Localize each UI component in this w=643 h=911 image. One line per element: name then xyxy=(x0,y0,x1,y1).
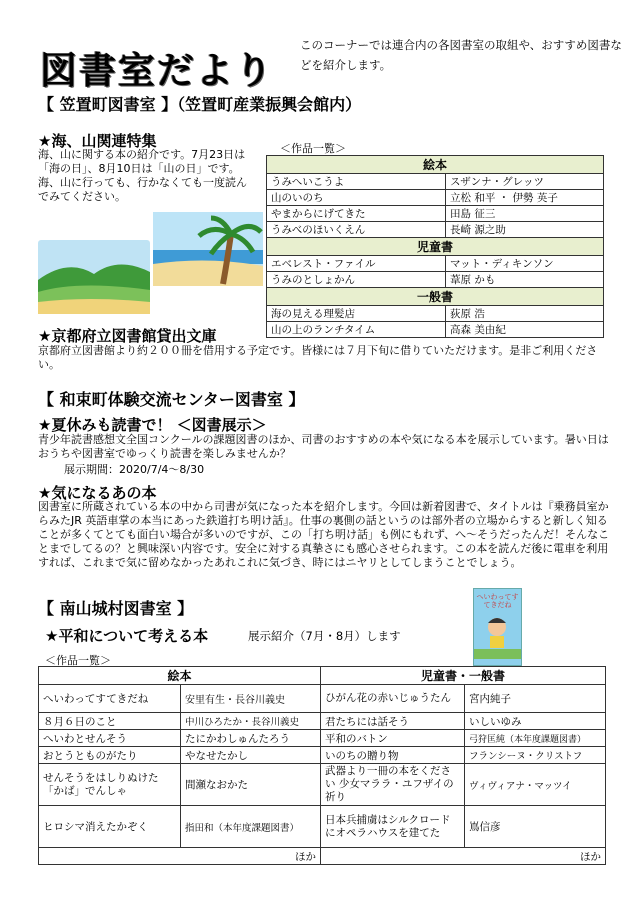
book-title: うみへいこうよ xyxy=(267,174,446,190)
book-cover-title: へいわってすてきだね xyxy=(476,593,519,609)
book-title: 山の上のランチタイム xyxy=(267,322,446,338)
table-row xyxy=(267,322,604,338)
book-title: ヒロシマ消えたかぞく xyxy=(39,806,181,848)
book-title: いのちの贈り物 xyxy=(321,747,465,764)
intro-text: このコーナーでは連合内の各図書室の取組や、おすすめ図書などを紹介します。 xyxy=(300,38,622,72)
table-row xyxy=(267,206,604,222)
table-row xyxy=(39,806,606,848)
page-title: 図書室だより xyxy=(40,49,274,92)
book-author: やなせたかし xyxy=(181,747,321,764)
loan-text: 京都府立図書館より約２００冊を借用する予定です。皆様には７月下旬に借りていただけます。是非ご利用ください。 xyxy=(38,344,598,371)
table-row xyxy=(267,190,604,206)
book-author: 弓狩匡純（本年度課題図書） xyxy=(465,730,606,747)
book-author: マット・ディキンソン xyxy=(446,256,604,272)
book-title: へいわとせんそう xyxy=(39,730,181,747)
minami-list-caption: ＜作品一覧＞ xyxy=(45,654,111,667)
table-row xyxy=(267,306,604,322)
book-text: 図書室に所蔵されている本の中から司書が気になった本を紹介します。今回は新着図書で、タイトルは『乗務員室からみたJR 英語車掌の本当にあった鉄道打ち明け話』。仕事の裏側の話というのは部外者の立場からすると新しく知ることが多くてとても面白い場合が多いのですが、この「打ち明け話」も例にもれず、へ～そうだったんだ！そんなことまでしてるの？と興味深い内容です。安全に対する真摯さにも感心させられます。この本を読んだ後に電車を利用すれば、これまで気に留めなかったあれこれに気づき、時にはニヤリとしてしまうことでしょう。 xyxy=(38,500,610,569)
minami-feature-title: ★平和について考える本 xyxy=(45,627,209,645)
category-ehon: 絵本 xyxy=(267,156,604,174)
table-row xyxy=(39,747,606,764)
book-title: 日本兵捕虜はシルクロードにオペラハウスを建てた xyxy=(321,806,465,848)
col-header-ehon: 絵本 xyxy=(39,667,321,685)
book-title: 平和のバトン xyxy=(321,730,465,747)
book-author: 田島 征三 xyxy=(446,206,604,222)
etc-left: ほか xyxy=(39,848,321,865)
book-author: 指田和（本年度課題図書） xyxy=(181,806,321,848)
table-row xyxy=(267,174,604,190)
book-author: たにかわしゅんたろう xyxy=(181,730,321,747)
book-title: 君たちには話そう xyxy=(321,713,465,730)
book-cover-image xyxy=(473,588,522,666)
table-row xyxy=(39,713,606,730)
book-title: おとうとものがたり xyxy=(39,747,181,764)
book-title: うみのとしょかん xyxy=(267,272,446,288)
table-row xyxy=(267,222,604,238)
col-header-jidosho: 児童書・一般書 xyxy=(321,667,606,685)
summer-title: ★夏休みも読書で！ ＜図書展示＞ xyxy=(38,416,267,434)
minami-feature-sub: 展示紹介（7月・8月）します xyxy=(248,629,401,643)
beach-illustration xyxy=(153,212,263,286)
mountain-illustration xyxy=(38,240,150,314)
kasagi-feature-text: 海、山に関する本の紹介です。7月23日は「海の日」、8月10日は「山の日」です。海、山に行っても、行かなくても一度読んでみてください。 xyxy=(38,148,247,203)
book-title: エベレスト・ファイル xyxy=(267,256,446,272)
book-title: 海の見える理髪店 xyxy=(267,306,446,322)
book-author: 高森 美由紀 xyxy=(446,322,604,338)
book-author: 荻原 浩 xyxy=(446,306,604,322)
book-title: 武器より一冊の本をください 少女マララ・ユフザイの祈り xyxy=(321,764,465,806)
book-author: 中川ひろたか・長谷川義史 xyxy=(181,713,321,730)
book-author: 葦原 かも xyxy=(446,272,604,288)
wazuka-heading: 【 和束町体験交流センター図書室 】 xyxy=(38,390,305,409)
book-title: せんそうをはしりぬけた「かば」でんしゃ xyxy=(39,764,181,806)
book-title: うみべのほいくえん xyxy=(267,222,446,238)
table-row xyxy=(39,685,606,713)
table-row xyxy=(267,272,604,288)
book-author: 立松 和平 ・ 伊勢 英子 xyxy=(446,190,604,206)
book-title: ひがん花の赤いじゅうたん xyxy=(321,685,465,713)
kasagi-book-table xyxy=(266,155,604,338)
book-author: フランシーヌ・クリストフ xyxy=(465,747,606,764)
kasagi-heading: 【 笠置町図書室 】（笠置町産業振興会館内） xyxy=(38,95,362,114)
table-row xyxy=(39,764,606,806)
table-row xyxy=(267,256,604,272)
loan-title: ★京都府立図書館貸出文庫 xyxy=(38,327,217,345)
book-author: 長崎 源之助 xyxy=(446,222,604,238)
summer-text: 青少年読書感想文全国コンクールの課題図書のほか、司書のおすすめの本や気になる本を展示しています。暑い日はおうちや図書室でゆっくり読書を楽しみませんか？ xyxy=(38,433,609,460)
book-author: いしいゆみ xyxy=(465,713,606,730)
book-author: ヴィヴィアナ・マッツイ xyxy=(465,764,606,806)
book-author: スザンナ・グレッツ xyxy=(446,174,604,190)
book-title: ★気になるあの本 xyxy=(38,484,157,502)
category-jidosho: 児童書 xyxy=(267,238,604,256)
book-author: 間瀬なおかた xyxy=(181,764,321,806)
book-title: へいわってすてきだね xyxy=(39,685,181,713)
minami-book-table xyxy=(38,666,606,865)
category-ippansho: 一般書 xyxy=(267,288,604,306)
summer-period: 展示期間：2020/7/4～8/30 xyxy=(64,463,205,476)
etc-right: ほか xyxy=(321,848,606,865)
book-author: 安里有生・長谷川義史 xyxy=(181,685,321,713)
book-title: やまからにげてきた xyxy=(267,206,446,222)
table-row xyxy=(39,730,606,747)
book-title: ８月６日のこと xyxy=(39,713,181,730)
kasagi-list-caption: ＜作品一覧＞ xyxy=(280,142,346,155)
book-author: 宮内純子 xyxy=(465,685,606,713)
book-title: 山のいのち xyxy=(267,190,446,206)
book-author: 嶌信彦 xyxy=(465,806,606,848)
kasagi-feature-title: ★海、山関連特集 xyxy=(38,132,157,150)
minami-heading: 【 南山城村図書室 】 xyxy=(38,599,194,618)
